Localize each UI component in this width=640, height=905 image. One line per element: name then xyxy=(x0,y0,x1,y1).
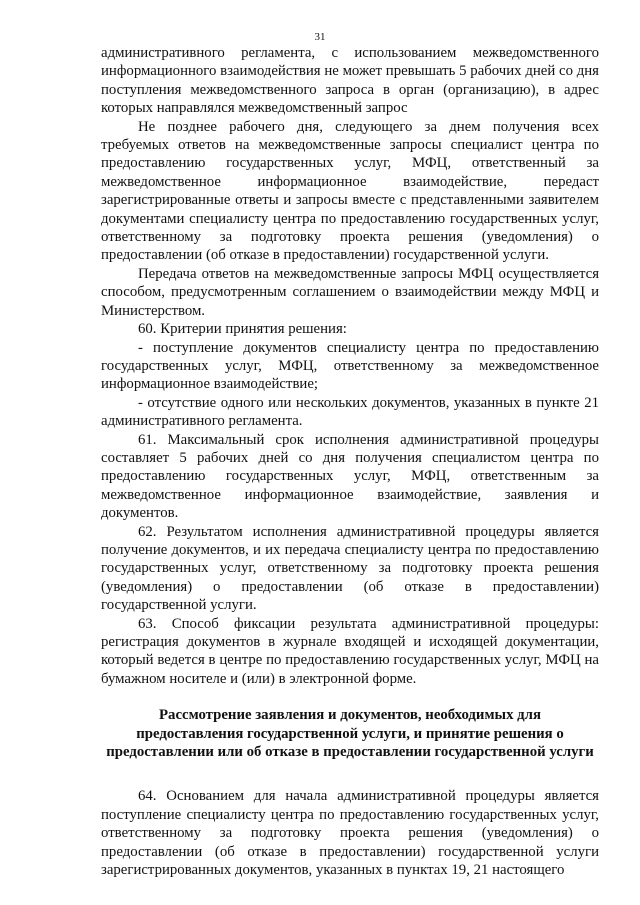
document-body xyxy=(101,44,599,879)
list-item: - поступление документов специалисту центра по предоставлению государственных услуг, МФЦ, ответственному за межведомственное информационное взаимодействие; xyxy=(101,339,599,393)
section-after-heading xyxy=(101,787,599,879)
paragraph-item-62: 62. Результатом исполнения административной процедуры является получение документов, и их передача специалисту центра по предоставлению государственных услуг, ответственному за подготовку проекта решения (уведомления) о предоставлении (об отказе в предоставлении) государственной услуги. xyxy=(101,523,599,614)
paragraph: Не позднее рабочего дня, следующего за днем получения всех требуемых ответов на межведомственные запросы специалист центра по предоставлению государственных услуг, МФЦ, ответственный за межведомственное информационное взаимодействие, передаст зарегистрированные ответы и запросы вместе с представленными заявителем документами специалисту центра по предоставлению государственных услуг, ответственному за подготовку проекта решения (уведомления) о предоставлении (об отказе в предоставлении) государственной услуги. xyxy=(101,118,599,264)
paragraph-item-64: 64. Основанием для начала административной процедуры является поступление специалисту центра по предоставлению государственных услуг, ответственному за подготовку проекта решения (уведомления) о предоставлении (об отказе в предоставлении) государственной услуги зарегистрированных документов, указанных в пунктах 19, 21 настоящего xyxy=(101,788,599,879)
section-before-heading xyxy=(101,44,599,688)
heading-line: предоставления государственной услуги, и принятие решения о xyxy=(136,725,564,742)
paragraph-item-63: 63. Способ фиксации результата административной процедуры: регистрация документов в журнале входящей и исходящей документации, который ведется в центре по предоставлению государственных услуг, МФЦ на бумажном носителе и (или) в электронной форме. xyxy=(101,615,599,687)
paragraph: Передача ответов на межведомственные запросы МФЦ осуществляется способом, предусмотренным соглашением о взаимодействии между МФЦ и Министерством. xyxy=(101,265,599,319)
heading-line: Рассмотрение заявления и документов, необходимых для xyxy=(159,707,541,724)
list-item: - отсутствие одного или нескольких документов, указанных в пункте 21 административного регламента. xyxy=(101,394,599,430)
page-number: 31 xyxy=(314,31,326,43)
paragraph: административного регламента, с использованием межведомственного информационного взаимодействия не может превышать 5 рабочих дней со дня поступления межведомственного запроса в орган (организацию), в адрес которых направлялся межведомственный запрос xyxy=(101,45,599,117)
section-heading xyxy=(101,706,599,761)
paragraph-item-60: 60. Критерии принятия решения: xyxy=(138,321,347,338)
paragraph-item-61: 61. Максимальный срок исполнения административной процедуры составляет 5 рабочих дней со дня получения специалистом центра по предоставлению государственных услуг, МФЦ, ответственным за межведомственное информационное взаимодействие, заявления и документов. xyxy=(101,431,599,522)
heading-line: предоставлении или об отказе в предоставлении государственной услуги xyxy=(106,744,594,761)
